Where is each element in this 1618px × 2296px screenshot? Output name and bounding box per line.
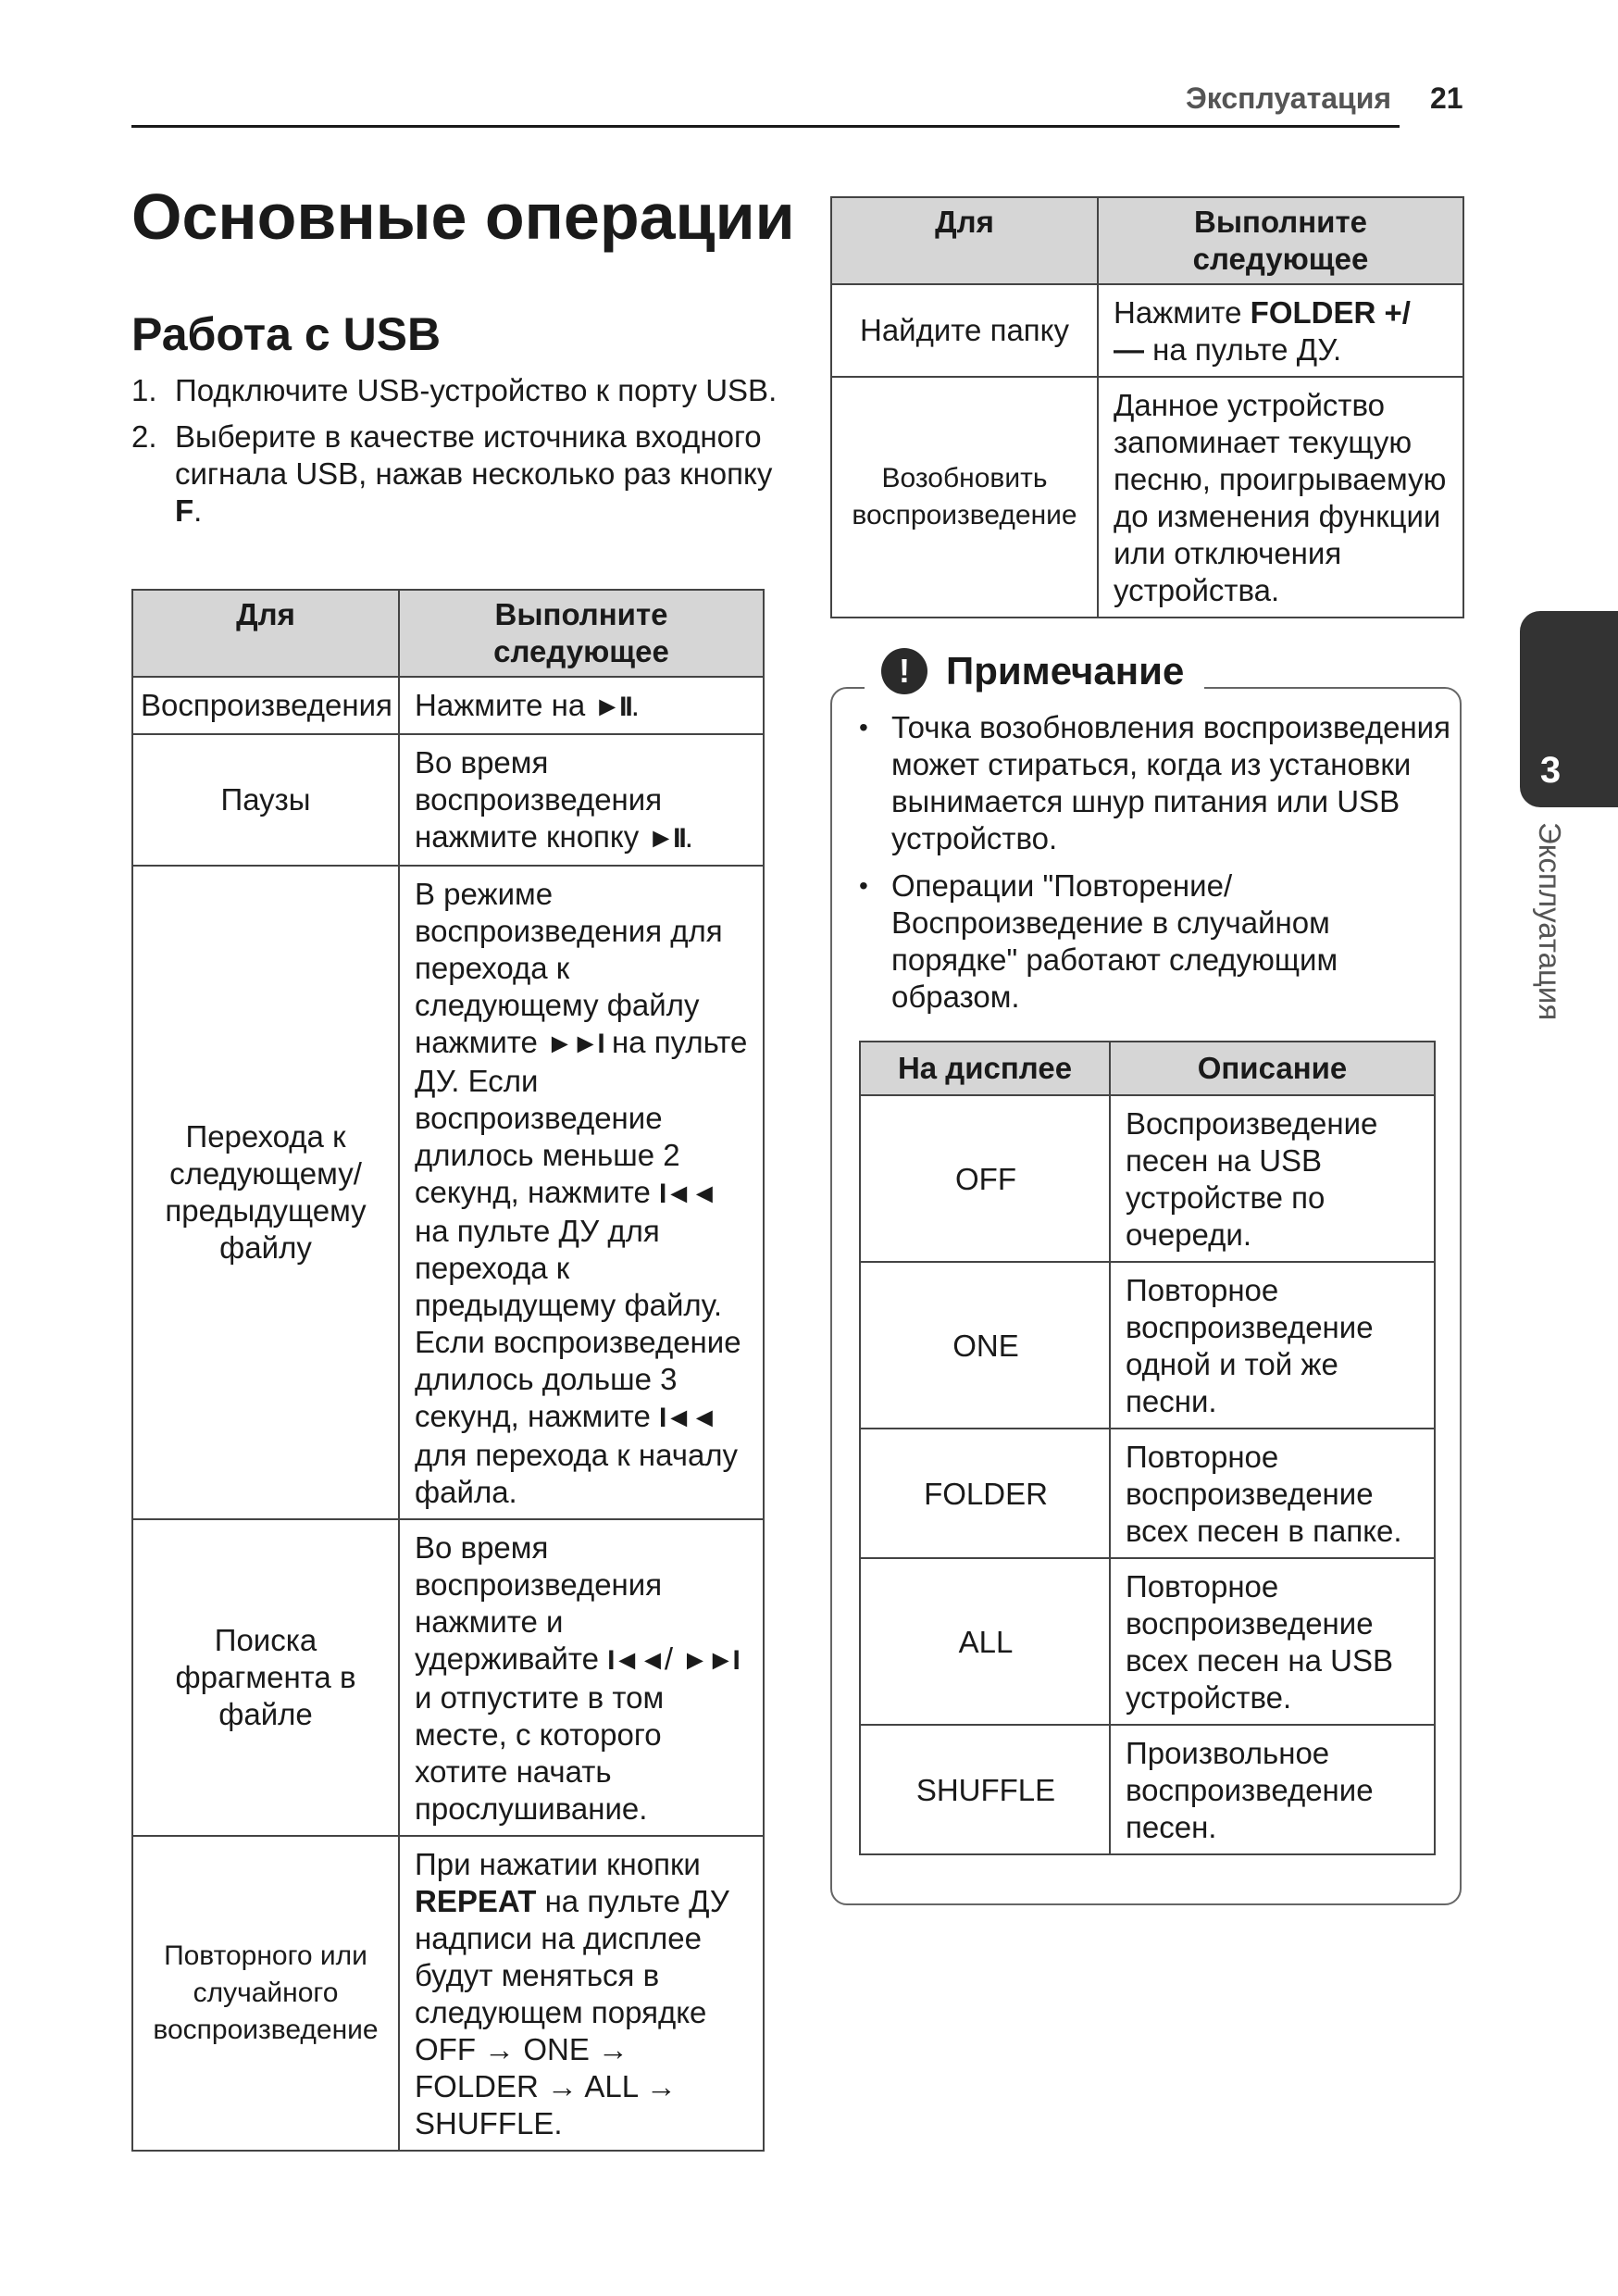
mode-name: SHUFFLE — [860, 1725, 1110, 1854]
table-header-cell: Для — [132, 590, 399, 677]
chapter-number: 3 — [1539, 750, 1562, 791]
mode-name: ALL — [860, 1558, 1110, 1725]
page-title: Основные операции — [131, 181, 795, 253]
list-item: • Операции "Повторение/ Воспроизведение в случайном порядке" работают следующим образом. — [853, 867, 1455, 1016]
step-text: Подключите USB-устройство к порту USB. — [175, 373, 778, 407]
operation-action: Данное устройство запоминает текущую песню, проигрываемую до изменения функции или отключения устройства. — [1098, 377, 1463, 618]
table-row — [132, 734, 764, 866]
table-header-cell: Выполните следующее — [1098, 197, 1463, 284]
table-header-cell: Выполните следующее — [399, 590, 764, 677]
mode-name: OFF — [860, 1095, 1110, 1262]
skip-next-icon: ►►I — [681, 1645, 739, 1676]
step-number: 1. — [131, 373, 157, 407]
table-row — [860, 1429, 1435, 1558]
operation-action: Во время воспроизведения нажмите кнопку ►II. — [399, 734, 764, 866]
table-row — [860, 1095, 1435, 1262]
play-pause-icon: ►II — [593, 692, 631, 722]
mode-description: Повторное воспроизведение всех песен в папке. — [1110, 1429, 1435, 1558]
chapter-label: Эксплуатация — [1533, 822, 1567, 1021]
page-number: 21 — [1430, 81, 1463, 115]
table-row — [132, 1836, 764, 2151]
operation-action: Во время воспроизведения нажмите и удерживайте I◄◄/ ►►I и отпустите в том месте, с которого хотите начать прослушивание. — [399, 1519, 764, 1836]
operation-label: Перехода к следующему/ предыдущему файлу — [132, 866, 399, 1519]
button-f-label: F — [175, 493, 194, 528]
step-item — [131, 418, 779, 530]
table-row — [132, 1519, 764, 1836]
operation-label: Воспроизведения — [132, 677, 399, 734]
mode-description: Повторное воспроизведение всех песен на USB устройстве. — [1110, 1558, 1435, 1725]
bullet-icon: • — [859, 713, 868, 742]
note-bullets — [853, 709, 1455, 1026]
list-item: • Точка возобновления воспроизведения может стираться, когда из установки вынимается шнур питания или USB устройство. — [853, 709, 1455, 857]
table-row — [860, 1262, 1435, 1429]
table-header-cell: Описание — [1110, 1042, 1435, 1095]
operation-label: Поиска фрагмента в файле — [132, 1519, 399, 1836]
table-header-cell: На дисплее — [860, 1042, 1110, 1095]
step-number: 2. — [131, 419, 157, 454]
step-item — [131, 372, 779, 409]
repeat-button-label: REPEAT — [415, 1884, 537, 1918]
header-divider — [131, 125, 1400, 128]
steps-list — [131, 372, 779, 539]
note-header — [865, 643, 1204, 700]
operation-action: Нажмите на ►II. — [399, 677, 764, 734]
skip-previous-icon: I◄◄ — [659, 1179, 716, 1209]
skip-next-icon: ►►I — [546, 1029, 604, 1059]
section-subtitle: Работа с USB — [131, 308, 442, 360]
operation-action: Нажмите FOLDER +/ — на пульте ДУ. — [1098, 284, 1463, 377]
mode-description: Воспроизведение песен на USB устройстве по очереди. — [1110, 1095, 1435, 1262]
repeat-modes-table — [859, 1041, 1436, 1855]
usb-operations-table-continued — [830, 196, 1464, 618]
play-pause-icon: ►II — [647, 823, 685, 854]
table-header-row — [860, 1042, 1435, 1095]
mode-description: Произвольное воспроизведение песен. — [1110, 1725, 1435, 1854]
mode-name: FOLDER — [860, 1429, 1110, 1558]
operation-action: В режиме воспроизведения для перехода к следующему файлу нажмите ►►I на пульте ДУ. Если воспроизведение длилось меньше 2 секунд, нажмите I◄◄ на пульте ДУ для перехода к предыдущему файлу. Если воспроизведение длилось дольше 3 секунд, нажмите I◄◄ для перехода к началу файла. — [399, 866, 764, 1519]
usb-operations-table — [131, 589, 765, 2152]
note-title: Примечание — [946, 649, 1185, 693]
table-row — [132, 677, 764, 734]
table-row — [831, 284, 1463, 377]
exclamation-icon: ! — [881, 648, 927, 694]
plus-minus-icon: +/ — — [1114, 295, 1411, 367]
table-row — [860, 1725, 1435, 1854]
table-row — [860, 1558, 1435, 1725]
table-row — [831, 377, 1463, 618]
bullet-icon: • — [859, 871, 868, 900]
mode-description: Повторное воспроизведение одной и той же песни. — [1110, 1262, 1435, 1429]
operation-label: Возобновить воспроизведение — [831, 377, 1098, 618]
skip-previous-icon: I◄◄ — [659, 1403, 716, 1433]
operation-label: Паузы — [132, 734, 399, 866]
table-header-row — [831, 197, 1463, 284]
skip-previous-icon: I◄◄ — [607, 1645, 665, 1676]
operation-label: Найдите папку — [831, 284, 1098, 377]
table-header-row — [132, 590, 764, 677]
header-section-title: Эксплуатация — [1186, 81, 1392, 115]
mode-name: ONE — [860, 1262, 1110, 1429]
table-header-cell: Для — [831, 197, 1098, 284]
operation-label: Повторного или случайного воспроизведение — [132, 1836, 399, 2151]
step-text: Выберите в качестве источника входного сигнала USB, нажав несколько раз кнопку F. — [175, 419, 773, 528]
operation-action: При нажатии кнопки REPEAT на пульте ДУ надписи на дисплее будут меняться в следующем порядке OFF → ONE → FOLDER → ALL → SHUFFLE. — [399, 1836, 764, 2151]
folder-button-label: FOLDER — [1250, 295, 1376, 330]
table-row — [132, 866, 764, 1519]
